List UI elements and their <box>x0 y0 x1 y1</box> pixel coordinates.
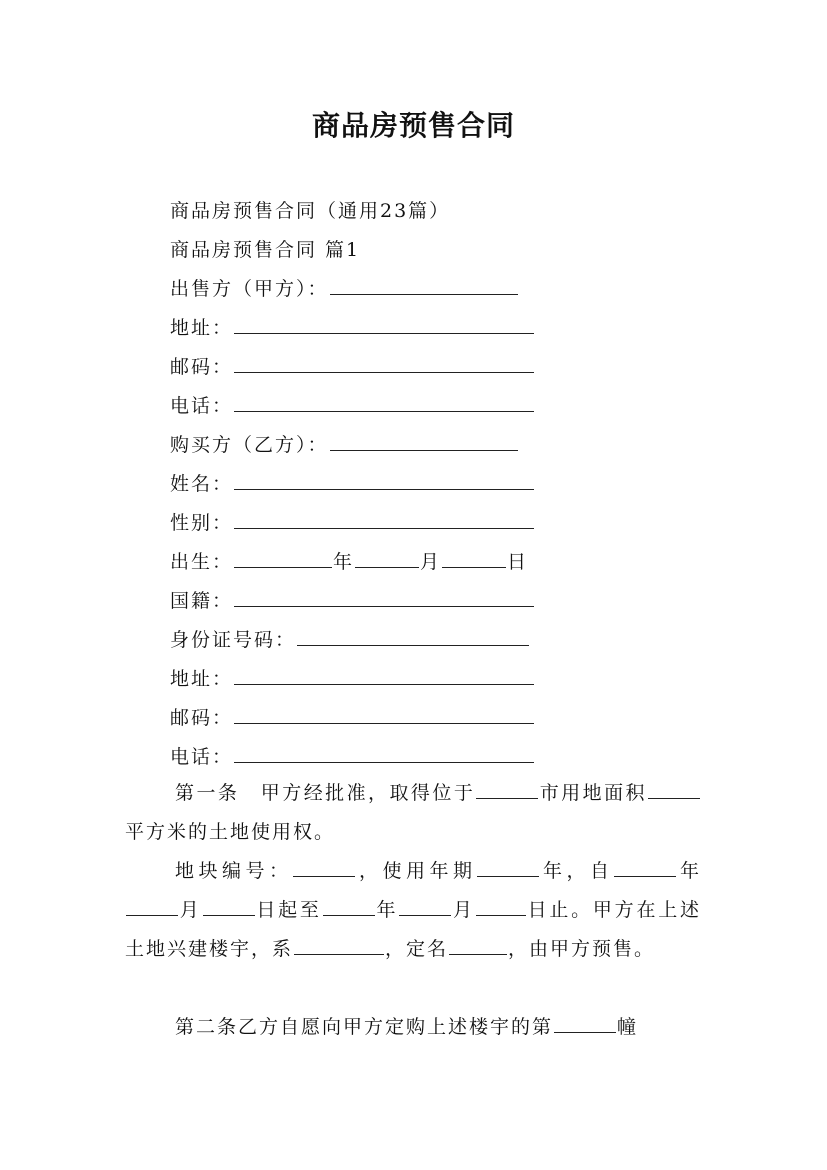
seller-phone-blank[interactable] <box>234 393 534 412</box>
plot-text-10: ，定名 <box>385 938 449 960</box>
seller-field <box>170 276 519 302</box>
plot-text-4: 年 <box>677 860 701 882</box>
seller-address-field <box>170 315 535 341</box>
seller-address-label: 地址： <box>170 317 234 339</box>
buyer-field <box>170 432 519 458</box>
seller-postcode-field <box>170 354 535 380</box>
seller-address-blank[interactable] <box>234 315 534 334</box>
start-month-blank[interactable] <box>126 898 178 916</box>
document-subtitle <box>170 198 450 224</box>
area-blank[interactable] <box>648 781 700 799</box>
document-title: 商品房预售合同 <box>311 109 515 142</box>
buyer-gender-field <box>170 510 535 536</box>
end-month-blank[interactable] <box>399 898 451 916</box>
seller-postcode-blank[interactable] <box>234 354 534 373</box>
buyer-phone-field <box>170 744 535 770</box>
building-number-blank[interactable] <box>554 1015 616 1033</box>
building-name-blank[interactable] <box>449 937 507 955</box>
plot-text-3: 年，自 <box>540 860 614 882</box>
buyer-name-field <box>170 471 535 497</box>
plot-text-2: ，使用年期 <box>356 860 477 882</box>
buyer-name-blank[interactable] <box>234 471 534 490</box>
plot-text-7: 年 <box>375 899 399 921</box>
seller-blank[interactable] <box>330 276 518 295</box>
start-year-blank[interactable] <box>614 859 676 877</box>
article-1 <box>125 774 701 852</box>
article-1-text-2: 市用地面积 <box>539 782 647 804</box>
part-text: 商品房预售合同 篇1 <box>170 239 361 261</box>
plot-text-11: ，由甲方预售。 <box>508 938 656 960</box>
birth-day-text: 日 <box>507 551 529 573</box>
buyer-id-blank[interactable] <box>297 627 529 646</box>
plot-number-blank[interactable] <box>293 859 355 877</box>
birth-day-blank[interactable] <box>442 549 506 568</box>
term-blank[interactable] <box>477 859 539 877</box>
buyer-phone-blank[interactable] <box>234 744 534 763</box>
buyer-gender-blank[interactable] <box>234 510 534 529</box>
buyer-address-blank[interactable] <box>234 666 534 685</box>
plot-text-1: 地块编号： <box>175 860 293 882</box>
plot-text-8: 月 <box>452 899 475 921</box>
buyer-birth-field <box>170 549 528 575</box>
buyer-address-label: 地址： <box>170 668 234 690</box>
buyer-gender-label: 性别： <box>170 512 234 534</box>
buyer-id-field <box>170 627 530 653</box>
buyer-postcode-field <box>170 705 535 731</box>
buyer-label: 购买方（乙方）： <box>170 434 329 456</box>
buyer-address-field <box>170 666 535 692</box>
plot-paragraph <box>125 852 701 969</box>
buyer-id-label: 身份证号码： <box>170 629 297 651</box>
buyer-nationality-field <box>170 588 535 614</box>
buyer-nationality-label: 国籍： <box>170 590 234 612</box>
buyer-name-label: 姓名： <box>170 473 234 495</box>
part-heading <box>170 237 360 263</box>
buyer-phone-label: 电话： <box>170 746 234 768</box>
seller-label: 出售方（甲方）： <box>170 278 329 300</box>
plot-text-6: 日起至 <box>255 899 322 921</box>
article-1-text-3: 平方米的土地使用权。 <box>125 821 336 843</box>
plot-text-5: 月 <box>179 899 202 921</box>
birth-year-blank[interactable] <box>234 549 332 568</box>
birth-month-blank[interactable] <box>355 549 419 568</box>
seller-phone-label: 电话： <box>170 395 234 417</box>
birth-year-text: 年 <box>333 551 355 573</box>
subtitle-text: 商品房预售合同（通用23篇） <box>170 200 451 222</box>
seller-phone-field <box>170 393 535 419</box>
plot-text-9: 日止。甲方在上述土地兴建楼宇，系 <box>125 899 701 960</box>
buyer-nationality-blank[interactable] <box>234 588 534 607</box>
buyer-blank[interactable] <box>330 432 518 451</box>
buyer-birth-label: 出生： <box>170 551 234 573</box>
end-year-blank[interactable] <box>323 898 375 916</box>
start-day-blank[interactable] <box>203 898 255 916</box>
article-2-text-1: 第二条乙方自愿向甲方定购上述楼宇的第 <box>175 1016 554 1038</box>
article-1-text-1: 第一条 甲方经批准，取得位于 <box>175 782 476 804</box>
article-2-text-2: 幢 <box>617 1016 639 1038</box>
article-2 <box>125 1008 701 1047</box>
birth-month-text: 月 <box>420 551 442 573</box>
seller-postcode-label: 邮码： <box>170 356 234 378</box>
end-day-blank[interactable] <box>476 898 526 916</box>
building-type-blank[interactable] <box>294 937 384 955</box>
location-blank[interactable] <box>476 781 538 799</box>
buyer-postcode-blank[interactable] <box>234 705 534 724</box>
buyer-postcode-label: 邮码： <box>170 707 234 729</box>
